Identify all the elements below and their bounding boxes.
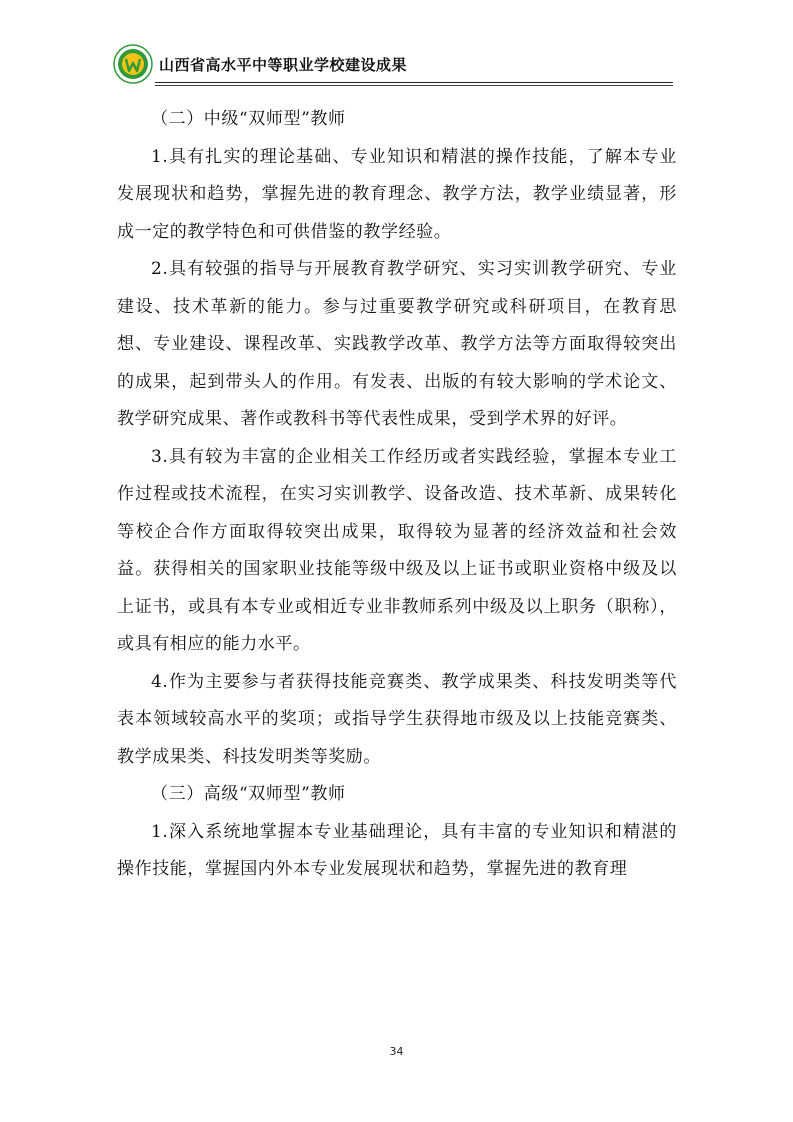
school-emblem-icon xyxy=(113,44,153,84)
section-heading: （三）高级“双师型”教师 xyxy=(151,784,346,804)
paragraph: 2.具有较强的指导与开展教育教学研究、实习实训教学研究、专业建设、技术革新的能力。参与过重要教学研究或科研项目，在教育思想、专业建设、课程改革、实践教学改革、教学方法等方面取得较突出的成果，起到带头人的作用。有发表、出版的有较大影响的学术论文、教学研究成果、著作或教科书等代表性成果，受到学术界的好评。 xyxy=(117,259,677,429)
header-divider xyxy=(155,82,673,83)
paragraph: 1.深入系统地掌握本专业基础理论，具有丰富的专业知识和精湛的操作技能，掌握国内外本专业发展现状和趋势，掌握先进的教育理 xyxy=(117,821,677,879)
paragraph: 3.具有较为丰富的企业相关工作经历或者实践经验，掌握本专业工作过程或技术流程，在实习实训教学、设备改造、技术革新、成果转化等校企合作方面取得较突出成果，取得较为显著的经济效益和社会效益。获得相关的国家职业技能等级中级及以上证书或职业资格中级及以上证书，或具有本专业或相近专业非教师系列中级及以上职务（职称），或具有相应的能力水平。 xyxy=(117,446,677,654)
header-divider-thin xyxy=(155,85,673,86)
paragraph: 1.具有扎实的理论基础、专业知识和精湛的操作技能，了解本专业发展现状和趋势，掌握先进的教育理念、教学方法，教学业绩显著，形成一定的教学特色和可供借鉴的教学经验。 xyxy=(117,146,677,242)
header-title: 山西省高水平中等职业学校建设成果 xyxy=(159,56,408,74)
paragraph: 4.作为主要参与者获得技能竞赛类、教学成果类、科技发明类等代表本领域较高水平的奖项；或指导学生获得地市级及以上技能竞赛类、教学成果类、科技发明类等奖励。 xyxy=(117,671,677,767)
page-number: 34 xyxy=(389,1045,404,1058)
document-body xyxy=(117,101,677,889)
section-heading: （二）中级“双师型”教师 xyxy=(151,109,346,129)
page-header xyxy=(113,42,673,88)
